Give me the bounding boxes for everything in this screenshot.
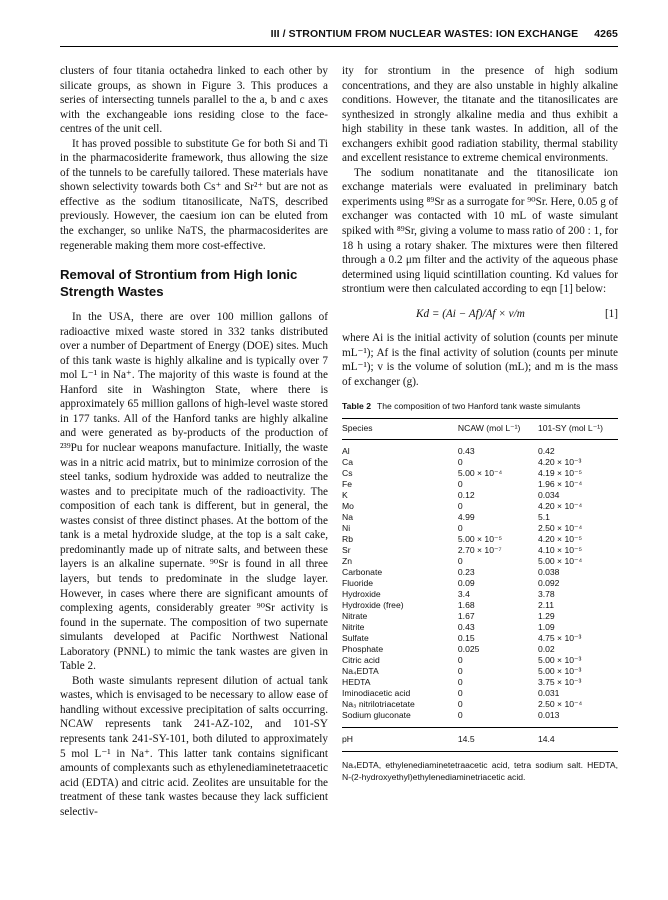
cell: Ca	[342, 457, 353, 468]
cell: 0.02	[537, 644, 555, 655]
cell: Fluoride	[342, 578, 374, 589]
cell: 0.15	[457, 633, 475, 644]
cell: Hydroxide (free)	[342, 600, 404, 611]
table-row	[342, 688, 618, 699]
cell: Iminodiacetic acid	[342, 688, 411, 699]
cell: 0	[457, 655, 463, 666]
table-row	[342, 545, 618, 556]
table-row	[342, 501, 618, 512]
paragraph: The sodium nonatitanate and the titanosilicate ion exchange materials were evaluated in preliminary batch experiments using ⁸⁹Sr as a surrogate for ⁹⁰Sr. Here, 0.05 g of exchanger was contacted with 10 mL of waste simulant spiked with ⁸⁹Sr, giving a volume to mass ratio of 200 : 1, for 18 h using a rotary shaker. The mixtures were then filtered through a 0.2 μm filter and the activity of the aqueous phase determined using liquid scintillation counting. Kd values for strontium were then calculated according to eqn [1] below:	[342, 166, 618, 296]
table-row	[342, 666, 618, 677]
column-header: Species	[342, 419, 458, 440]
column-header: 101-SY (mol L⁻¹)	[538, 419, 618, 440]
paragraph: In the USA, there are over 100 million gallons of radioactive mixed waste stored in 332 tanks distributed over a number of Department of Energy (DOE) sites. Much of this tank waste is highly alkaline and is typically over 7 mol L⁻¹ in Na⁺. The majority of this waste is found at the Hanford site in Washington State, where there is approximately 65 million gallons of high-level waste stored in 177 tanks. All of the Hanford tanks are highly alkaline and were generated as by-products of the production of ²³⁹Pu for nuclear weapons manufacture. Initially, the waste was in a nitric acid matrix, but to minimize corrosion of the steel tanks, sodium hydroxide was added to neutralize the wastes and to precipitate much of the radioactivity. The composition of each tank is different, but in general, the wastes consist of three distinct phases. At the bottom of the tank is a metal hydroxide sludge, at the top is a salt cake, predominantly made up of nitrate salts, and between these layers is an alkaline supernate. ⁹⁰Sr is found in all three layers, but tends to predominate in the sludge layer. However, in cases where there are significant amounts of complexing agents, considerably greater ⁹⁰Sr activity is found in the supernate. The composition of two supernate simulants developed at Pacific Northwest National Laboratory (PNNL) to mimic the tank wastes are given in Table 2.	[60, 311, 328, 673]
cell: Sodium gluconate	[342, 710, 411, 721]
cell: 4.19 × 10⁻⁵	[537, 468, 583, 479]
table-row	[342, 611, 618, 622]
cell: 0.42	[537, 446, 555, 457]
cell: 14.4	[538, 728, 618, 752]
cell: 0.034	[537, 490, 560, 501]
cell: 4.10 × 10⁻⁵	[537, 545, 583, 556]
column-header: NCAW (mol L⁻¹)	[458, 419, 538, 440]
cell: 0	[457, 523, 463, 534]
cell: 5.00 × 10⁻³	[537, 655, 582, 666]
cell: 1.09	[537, 622, 555, 633]
cell: 0.092	[537, 578, 560, 589]
cell: 0.013	[537, 710, 560, 721]
cell: 0	[457, 710, 463, 721]
cell: Nitrate	[342, 611, 368, 622]
table-row	[342, 523, 618, 534]
cell: Na	[342, 512, 353, 523]
cell: 1.68	[457, 600, 475, 611]
table-row	[342, 479, 618, 490]
cell: 4.20 × 10⁻⁵	[537, 534, 583, 545]
cell: HEDTA	[342, 677, 371, 688]
cell: 0	[457, 677, 463, 688]
cell: 0	[457, 699, 463, 710]
table-row	[342, 512, 618, 523]
table-row	[342, 644, 618, 655]
cell: 0.43	[457, 622, 475, 633]
cell: 4.20 × 10⁻³	[537, 457, 582, 468]
cell: 2.70 × 10⁻⁷	[457, 545, 502, 556]
cell: K	[342, 490, 348, 501]
cell: 5.1	[537, 512, 550, 523]
cell: Nitrite	[342, 622, 365, 633]
cell: 4.75 × 10⁻³	[537, 633, 582, 644]
table-row	[342, 534, 618, 545]
ph-row	[342, 728, 618, 752]
cell: 1.29	[537, 611, 555, 622]
page-number: 4265	[594, 28, 618, 40]
table-row	[342, 655, 618, 666]
paragraph: Both waste simulants represent dilution of actual tank wastes, which is envisaged to be necessary to allow ease of handling without excessive precipitation of salts occurring. NCAW represents tank 241-AZ-102, and 101-SY represents tank 241-SY-101, both diluted to approximately 5 mol L⁻¹ in Na⁺. This latter tank contains significant amounts of complexants such as ethylenediaminetetraacetic acid (EDTA) and citric acid. Zeolites are unsuitable for the treatment of these tank wastes because they lack sufficient selectiv-	[60, 674, 328, 818]
cell: 0	[457, 479, 463, 490]
cell: Phosphate	[342, 644, 384, 655]
right-column	[342, 64, 618, 783]
table-row	[342, 440, 618, 458]
table-row	[342, 633, 618, 644]
paragraph: clusters of four titania octahedra linked to each other by silicate groups, as shown in Figure 3. This produces a series of intersecting tunnels parallel to the a, b and c axes with the exchangeable ions residing close to the face-centres of the unit cell.	[60, 65, 328, 136]
cell: Al	[342, 446, 350, 457]
cell: 5.00 × 10⁻⁴	[537, 556, 583, 567]
table-row	[342, 457, 618, 468]
cell: 0.025	[457, 644, 480, 655]
cell: 0.23	[457, 567, 475, 578]
cell: 4.99	[457, 512, 475, 523]
table-2	[342, 401, 618, 783]
cell: 0.09	[457, 578, 475, 589]
cell: 0.031	[537, 688, 560, 699]
cell: 0.12	[457, 490, 475, 501]
cell: Hydroxide	[342, 589, 381, 600]
cell: 2.50 × 10⁻⁴	[537, 699, 583, 710]
cell: Carbonate	[342, 567, 383, 578]
cell: Na₄EDTA	[342, 666, 379, 677]
table-footnote: Na₄EDTA, ethylenediaminetetraacetic acid, tetra sodium salt. HEDTA, N-(2-hydroxyethyl)ethylenediaminetriacetic acid.	[342, 760, 618, 782]
cell: 0.038	[537, 567, 560, 578]
table-row	[342, 490, 618, 501]
cell: Rb	[342, 534, 353, 545]
section-heading: Removal of Strontium from High Ionic Strength Wastes	[60, 267, 298, 299]
table-label: Table 2	[342, 401, 371, 412]
equation	[342, 307, 618, 322]
cell: 0	[457, 556, 463, 567]
cell: 3.75 × 10⁻³	[537, 677, 582, 688]
cell: 0	[457, 457, 463, 468]
table-row	[342, 710, 618, 728]
table-caption	[342, 401, 618, 412]
table-header-row	[342, 419, 618, 440]
cell: 1.67	[457, 611, 475, 622]
cell: Citric acid	[342, 655, 380, 666]
table-row	[342, 677, 618, 688]
table-row	[342, 578, 618, 589]
cell: Zn	[342, 556, 353, 567]
left-column	[60, 64, 328, 819]
cell: 0	[457, 501, 463, 512]
cell: 5.00 × 10⁻³	[537, 666, 582, 677]
cell: Sulfate	[342, 633, 369, 644]
equation-formula: Kd = (Ai − Af)/Af × v/m	[416, 307, 525, 320]
equation-number: [1]	[604, 307, 618, 320]
composition-table	[342, 418, 618, 752]
cell: 2.11	[537, 600, 555, 611]
cell: 2.50 × 10⁻⁴	[537, 523, 583, 534]
table-row	[342, 600, 618, 611]
running-header	[60, 26, 618, 47]
paragraph: where Ai is the initial activity of solution (counts per minute mL⁻¹); Af is the final activity of solution (counts per minute mL⁻¹); v is the volume of solution (mL); and m is the mass of exchanger (g).	[342, 332, 618, 388]
cell: 3.78	[537, 589, 555, 600]
cell: 5.00 × 10⁻⁵	[457, 534, 503, 545]
cell: Cs	[342, 468, 353, 479]
cell: Na₃ nitrilotriacetate	[342, 699, 415, 710]
table-row	[342, 589, 618, 600]
cell: 0	[457, 688, 463, 699]
cell: pH	[342, 728, 458, 752]
cell: Ni	[342, 523, 351, 534]
cell: 0.43	[457, 446, 475, 457]
table-row	[342, 622, 618, 633]
cell: Fe	[342, 479, 353, 490]
table-row	[342, 556, 618, 567]
cell: 1.96 × 10⁻⁴	[537, 479, 583, 490]
cell: 14.5	[458, 728, 538, 752]
cell: 5.00 × 10⁻⁴	[457, 468, 503, 479]
paragraph: It has proved possible to substitute Ge for both Si and Ti in the pharmacosiderite framework, thus allowing the size of the tunnels to be carefully tailored. These materials have shown selectivity towards both Cs⁺ and Sr²⁺ but are not as effective as the sodium titanosilicate, NaTS, described previously. However, the caesium ion can be eluted from the exchanger, so unlike NaTS, the pharmacosiderites are regenerable making them more cost-effective.	[60, 137, 328, 252]
cell: 3.4	[457, 589, 470, 600]
table-caption-text: The composition of two Hanford tank waste simulants	[376, 401, 581, 412]
paragraph: ity for strontium in the presence of high sodium concentrations, and they are also unstable in highly alkaline conditions. However, the titanate and the titanosilicates are synthesized in strongly alkaline media and thus exhibit a high stability in these tank wastes. In addition, all of the exchangers exhibit good radiation stability, thermal stability and excellent resistance to extreme chemical environments.	[342, 65, 618, 165]
table-row	[342, 468, 618, 479]
running-title: III / STRONTIUM FROM NUCLEAR WASTES: ION EXCHANGE	[270, 28, 579, 40]
cell: Sr	[342, 545, 351, 556]
cell: 4.20 × 10⁻⁴	[537, 501, 583, 512]
table-row	[342, 699, 618, 710]
table-row	[342, 567, 618, 578]
cell: Mo	[342, 501, 354, 512]
cell: 0	[457, 666, 463, 677]
